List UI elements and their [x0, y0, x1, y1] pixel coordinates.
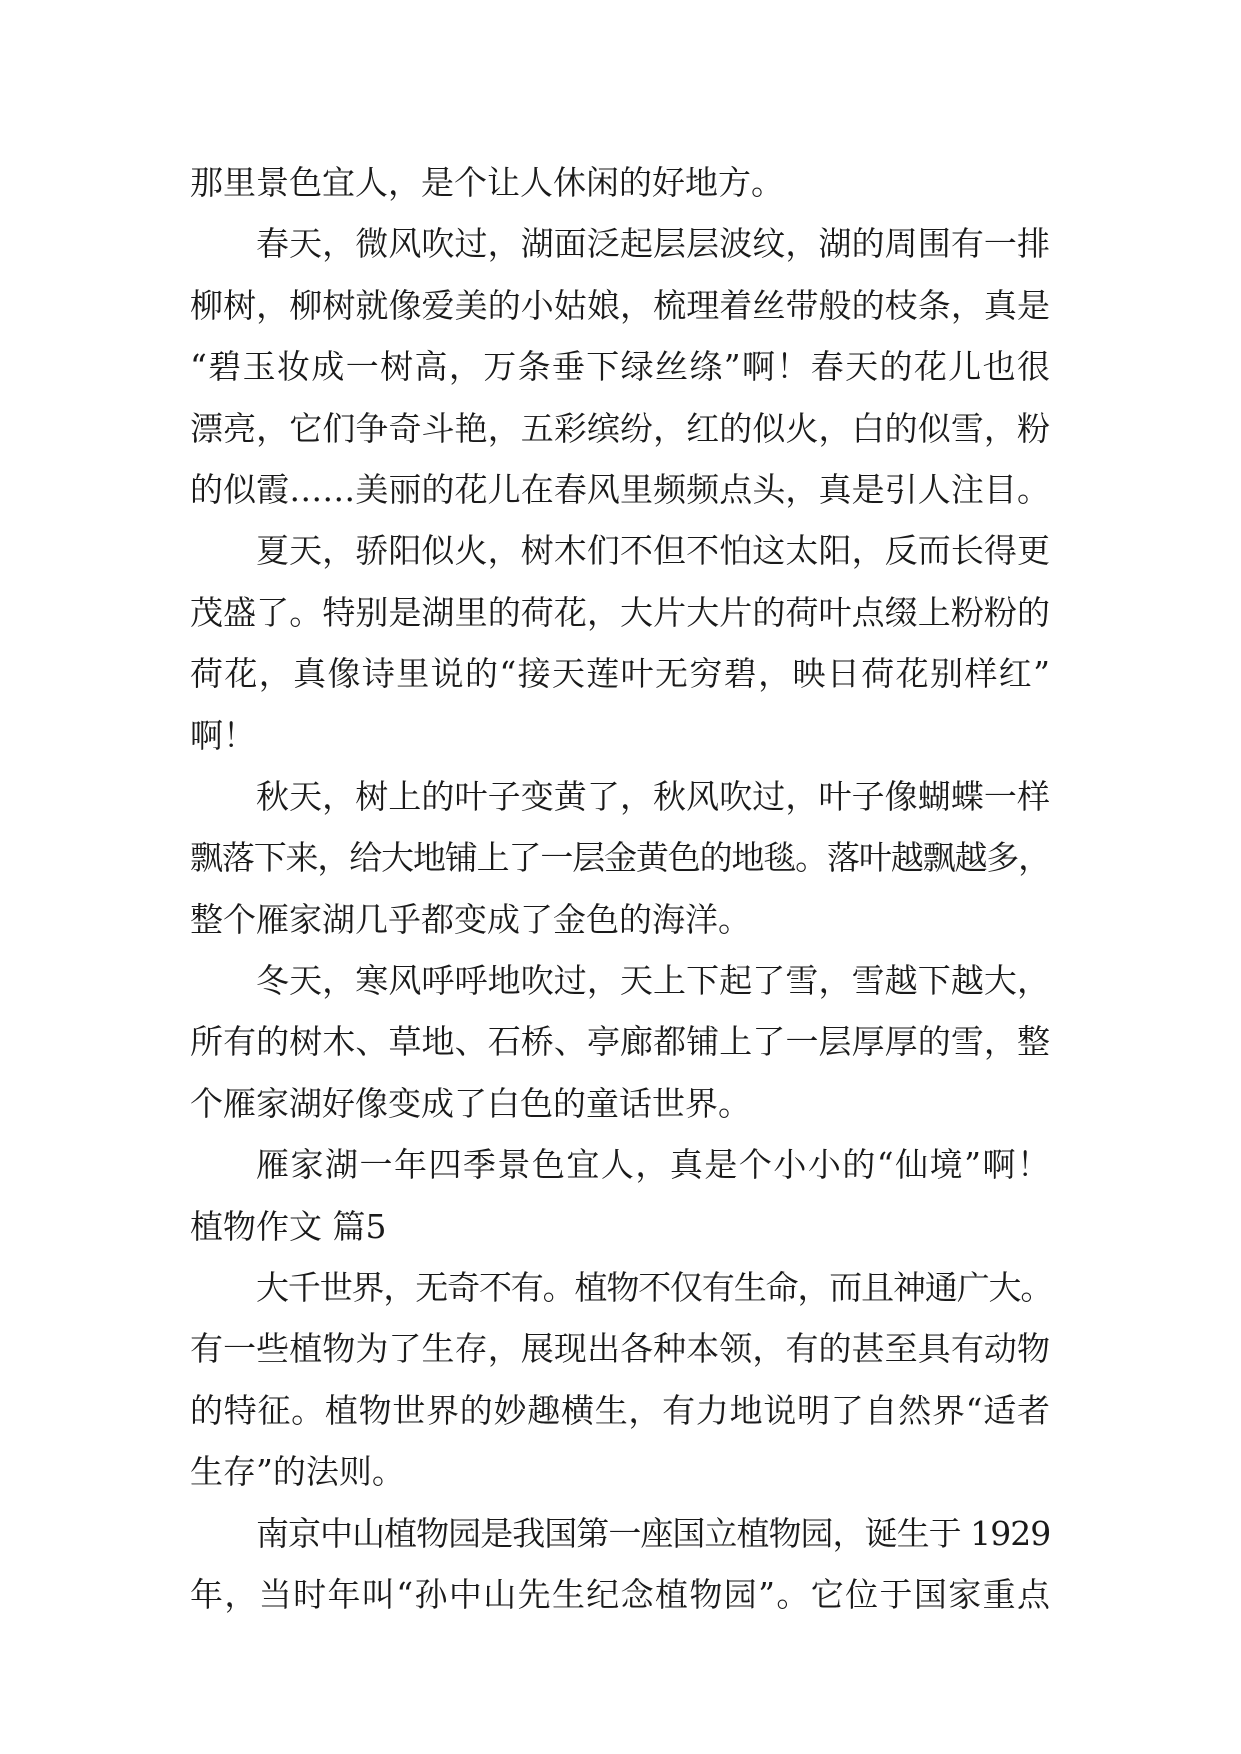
text-line: 有一些植物为了生存，展现出各种本领，有的甚至具有动物: [190, 1329, 1050, 1369]
text-line: 飘落下来，给大地铺上了一层金黄色的地毯。落叶越飘越多，: [190, 838, 1050, 878]
text-line: 柳树，柳树就像爱美的小姑娘，梳理着丝带般的枝条，真是: [190, 285, 1050, 325]
text-line: 漂亮，它们争奇斗艳，五彩缤纷，红的似火，白的似雪，粉: [190, 408, 1050, 448]
text-line: 的特征。植物世界的妙趣横生，有力地说明了自然界“适者: [190, 1390, 1050, 1430]
text-line: 那里景色宜人，是个让人休闲的好地方。: [190, 163, 784, 202]
text-line: 的似霞……美丽的花儿在春风里频频点头，真是引人注目。: [190, 469, 1050, 509]
text-line: 生存”的法则。: [190, 1452, 405, 1492]
text-line: 年，当时年叫“孙中山先生纪念植物园”。它位于国家重点: [190, 1574, 1050, 1614]
text-line: 荷花，真像诗里说的“接天莲叶无穷碧，映日荷花别样红”: [190, 654, 1050, 694]
text-line: 整个雁家湖几乎都变成了金色的海洋。: [190, 899, 751, 939]
text-line: 所有的树木、草地、石桥、亭廊都铺上了一层厚厚的雪，整: [190, 1022, 1050, 1062]
section-heading: 植物作文 篇5: [190, 1206, 387, 1246]
paragraph-first-line: 夏天，骄阳似火，树木们不但不怕这太阳，反而长得更: [256, 531, 1050, 571]
paragraph-first-line: 冬天，寒风呼呼地吹过，天上下起了雪，雪越下越大，: [256, 961, 1050, 1001]
text-line: 茂盛了。特别是湖里的荷花，大片大片的荷叶点缀上粉粉的: [190, 592, 1050, 632]
paragraph-first-line: 大千世界，无奇不有。植物不仅有生命，而且神通广大。: [256, 1268, 1053, 1308]
document-body: [190, 152, 1053, 1625]
paragraph-first-line: 雁家湖一年四季景色宜人，真是个小小的“仙境”啊！: [256, 1145, 1050, 1185]
paragraph-first-line: 春天，微风吹过，湖面泛起层层波纹，湖的周围有一排: [256, 224, 1050, 264]
text-line: 个雁家湖好像变成了白色的童话世界。: [190, 1083, 751, 1123]
text-line: 啊！: [190, 715, 256, 755]
paragraph-first-line: 秋天，树上的叶子变黄了，秋风吹过，叶子像蝴蝶一样: [256, 776, 1050, 816]
paragraph-first-line: 南京中山植物园是我国第一座国立植物园，诞生于 1929: [256, 1513, 1051, 1553]
text-line: “碧玉妆成一树高，万条垂下绿丝绦”啊！春天的花儿也很: [190, 347, 1050, 387]
